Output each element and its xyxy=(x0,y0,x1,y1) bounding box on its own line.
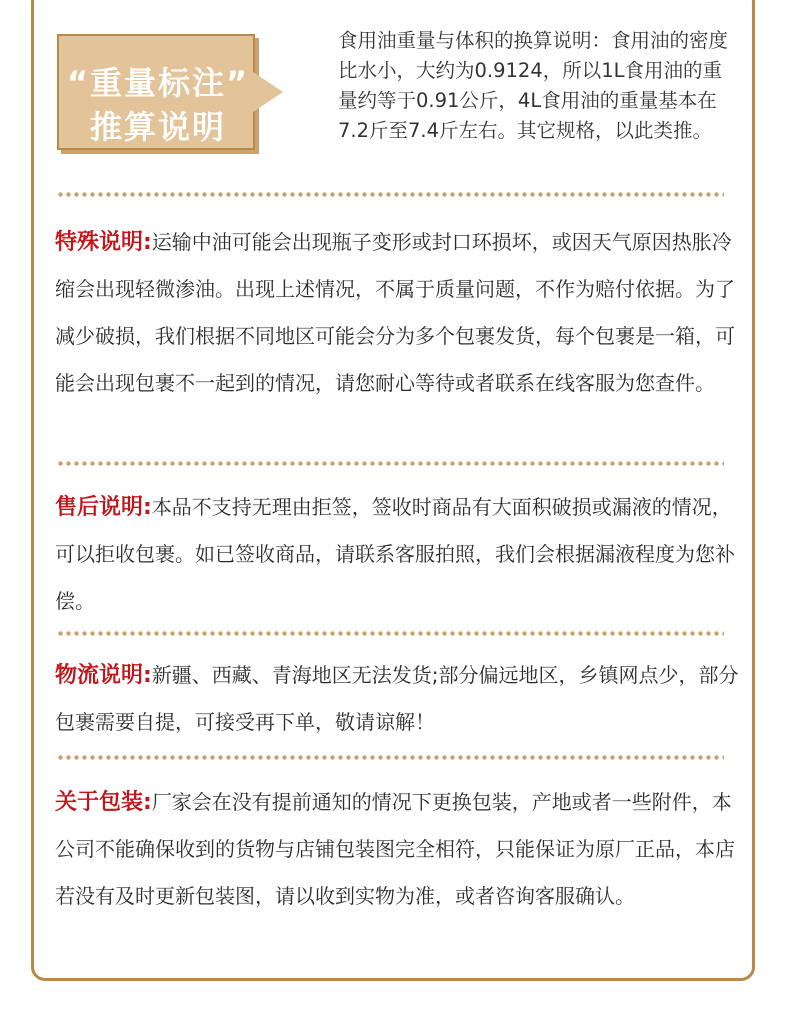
special-notice-text: 运输中油可能会出现瓶子变形或封口环损坏，或因天气原因热胀冷缩会出现轻微渗油。出现上述情况，不属于质量问题，不作为赔付依据。为了减少破损，我们根据不同地区可能会分为多个包裹发货，每个包裹是一箱，可能会出现包裹不一起到的情况，请您耐心等待或者联系在线客服为您查件。 xyxy=(55,230,735,395)
weight-note-badge xyxy=(57,34,289,154)
logistics-text: 新疆、西藏、青海地区无法发货;部分偏远地区，乡镇网点少，部分包裹需要自提，可接受再下单，敬请谅解！ xyxy=(55,663,739,734)
dotted-divider xyxy=(58,461,724,466)
special-notice-heading: 特殊说明: xyxy=(55,230,152,255)
special-notice-section xyxy=(55,219,745,407)
packaging-heading: 关于包装: xyxy=(55,790,152,815)
dotted-divider xyxy=(58,755,724,760)
dotted-divider xyxy=(58,631,724,636)
packaging-section xyxy=(55,779,745,920)
badge-title-line2: 推算说明 xyxy=(89,108,226,146)
after-sales-heading: 售后说明: xyxy=(55,495,152,520)
logistics-heading: 物流说明: xyxy=(55,663,152,688)
after-sales-section xyxy=(55,484,745,625)
logistics-section xyxy=(55,652,745,746)
badge-arrow xyxy=(253,72,283,112)
badge-title-line1: “重量标注” xyxy=(66,64,250,102)
conversion-explanation: 食用油重量与体积的换算说明：食用油的密度比水小，大约为0.9124，所以1L食用油的重量约等于0.91公斤，4L食用油的重量基本在7.2斤至7.4斤左右。其它规格，以此类推。 xyxy=(338,29,729,142)
packaging-text: 厂家会在没有提前通知的情况下更换包装，产地或者一些附件，本公司不能确保收到的货物与店铺包装图完全相符，只能保证为原厂正品，本店若没有及时更新包装图，请以收到实物为准，或者咨询客服确认。 xyxy=(55,790,735,908)
badge-panel xyxy=(57,34,255,150)
dotted-divider xyxy=(58,192,724,197)
after-sales-text: 本品不支持无理由拒签，签收时商品有大面积破损或漏液的情况，可以拒收包裹。如已签收商品，请联系客服拍照，我们会根据漏液程度为您补偿。 xyxy=(55,495,735,613)
